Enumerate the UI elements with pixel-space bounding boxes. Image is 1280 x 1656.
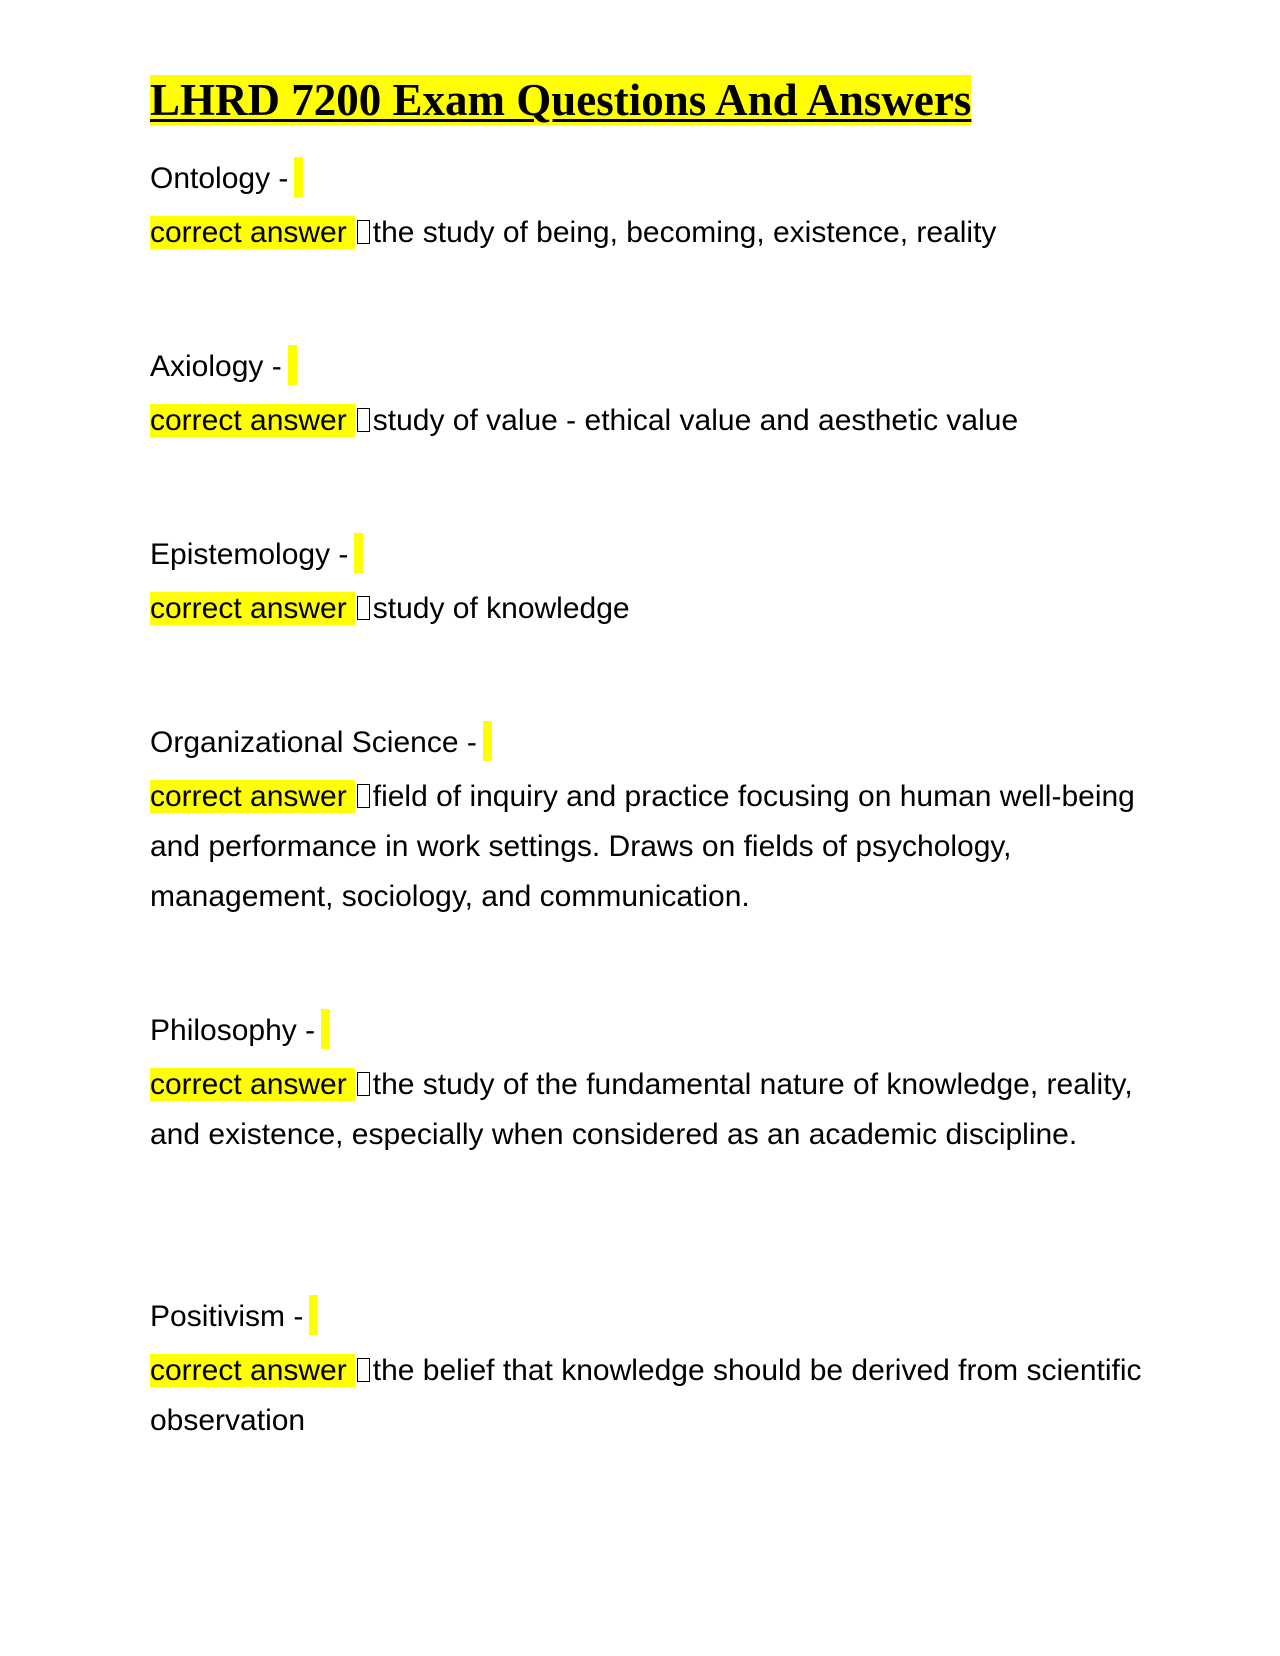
- answer-text: field of inquiry and practice focusing on human well-being and performance in work settings. Draws on fields of psychology, management, sociology, and communication.: [150, 780, 1135, 913]
- answer-text: the belief that knowledge should be derived from scientific observation: [150, 1354, 1142, 1437]
- term-text: Axiology -: [150, 350, 282, 383]
- answer-line: [150, 772, 1150, 922]
- missing-glyph-box-icon: [357, 1072, 370, 1096]
- qa-item-ontology: [150, 154, 1150, 258]
- missing-glyph-box-icon: [357, 596, 370, 620]
- highlight-mark: [483, 721, 492, 761]
- term-text: Positivism -: [150, 1300, 304, 1333]
- answer-label: correct answer: [150, 592, 355, 625]
- qa-item-positivism: [150, 1292, 1150, 1446]
- term-line: [150, 154, 1150, 208]
- highlight-mark: [354, 533, 363, 573]
- answer-line: [150, 584, 1150, 634]
- answer-text: study of knowledge: [372, 592, 630, 625]
- qa-item-axiology: [150, 342, 1150, 446]
- term-text: Epistemology -: [150, 538, 349, 571]
- term-line: [150, 1292, 1150, 1346]
- term-line: [150, 1006, 1150, 1060]
- term-line: [150, 530, 1150, 584]
- answer-line: [150, 1346, 1150, 1446]
- document-title: [150, 74, 971, 126]
- answer-label: correct answer: [150, 1354, 355, 1387]
- answer-line: [150, 208, 1150, 258]
- missing-glyph-box-icon: [357, 408, 370, 432]
- highlight-mark: [288, 345, 297, 385]
- qa-item-organizational-science: [150, 718, 1150, 922]
- answer-label: correct answer: [150, 404, 355, 437]
- missing-glyph-box-icon: [357, 220, 370, 244]
- answer-line: [150, 396, 1150, 446]
- answer-label: correct answer: [150, 780, 355, 813]
- term-line: [150, 718, 1150, 772]
- answer-label: correct answer: [150, 1068, 355, 1101]
- highlight-mark: [321, 1009, 330, 1049]
- title-text: LHRD 7200 Exam Questions And Answers: [150, 75, 972, 125]
- missing-glyph-box-icon: [357, 784, 370, 808]
- term-text: Ontology -: [150, 162, 289, 195]
- qa-item-epistemology: [150, 530, 1150, 634]
- term-text: Philosophy -: [150, 1014, 316, 1047]
- answer-label: correct answer: [150, 216, 355, 249]
- answer-text: the study of the fundamental nature of knowledge, reality, and existence, especially when considered as an academic discipline.: [150, 1068, 1133, 1151]
- highlight-mark: [309, 1295, 318, 1335]
- highlight-mark: [294, 157, 303, 197]
- qa-item-philosophy: [150, 1006, 1150, 1160]
- term-line: [150, 342, 1150, 396]
- missing-glyph-box-icon: [357, 1358, 370, 1382]
- answer-text: the study of being, becoming, existence, reality: [372, 216, 997, 249]
- term-text: Organizational Science -: [150, 726, 477, 759]
- answer-line: [150, 1060, 1150, 1160]
- answer-text: study of value - ethical value and aesthetic value: [372, 404, 1019, 437]
